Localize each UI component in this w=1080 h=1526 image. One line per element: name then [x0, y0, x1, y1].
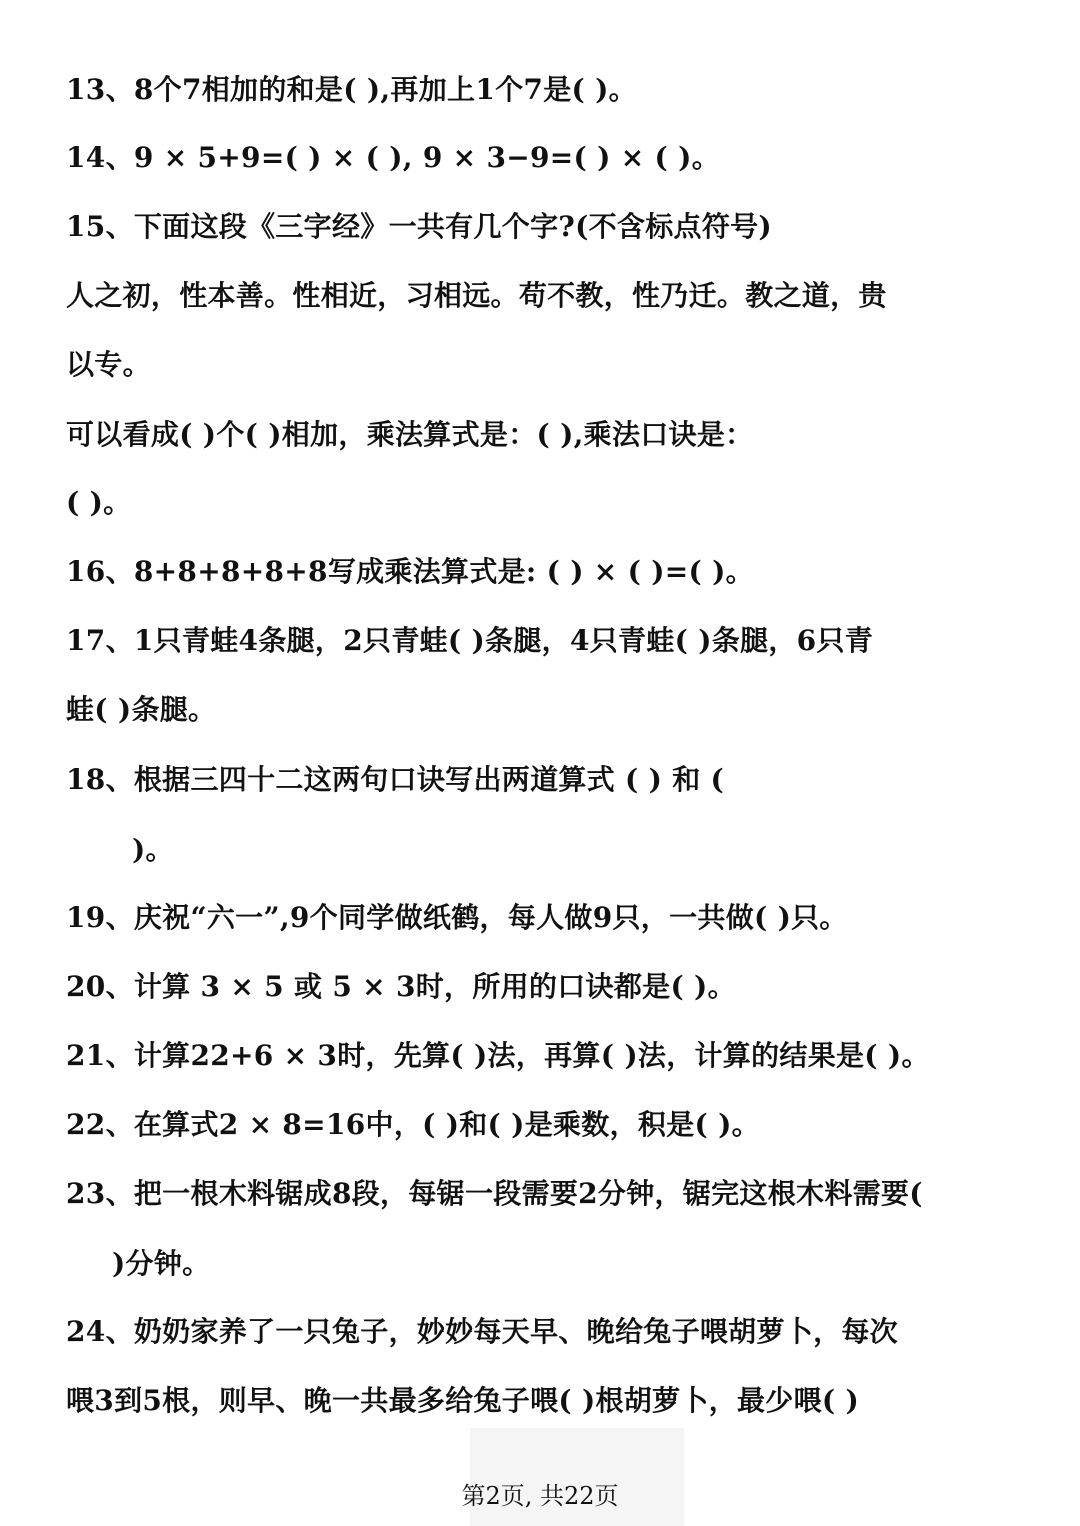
question-23-line-1: 23、把一根木料锯成8段，每锯一段需要2分钟，锯完这根木料需要( [66, 1177, 923, 1210]
page-number: 第2页, 共22页 [461, 1482, 619, 1510]
question-24-line-2: 喂3到5根，则早、晚一共最多给兔子喂( )根胡萝卜，最少喂( ) [66, 1384, 860, 1417]
question-23-line-2: )分钟。 [112, 1247, 211, 1280]
question-14: 14、9 × 5+9=( ) × ( ), 9 × 3−9=( ) × ( )。 [66, 141, 721, 174]
sanzijing-text-line-1: 人之初，性本善。性相近，习相远。苟不教，性乃迁。教之道，贵 [66, 279, 887, 312]
question-18-line-2: )。 [132, 833, 174, 866]
question-22: 22、在算式2 × 8=16中，( )和( )是乘数，积是( )。 [66, 1108, 760, 1141]
question-21: 21、计算22+6 × 3时，先算( )法，再算( )法，计算的结果是( )。 [66, 1039, 930, 1072]
question-13: 13、8个7相加的和是( ),再加上1个7是( )。 [66, 73, 637, 106]
question-24-line-1: 24、奶奶家养了一只兔子，妙妙每天早、晚给兔子喂胡萝卜，每次 [66, 1315, 898, 1348]
question-19: 19、庆祝“六一”,9个同学做纸鹤，每人做9只，一共做( )只。 [66, 901, 848, 934]
question-17-line-2: 蛙( )条腿。 [66, 693, 217, 726]
question-20: 20、计算 3 × 5 或 5 × 3时，所用的口诀都是( )。 [66, 970, 736, 1003]
question-16: 16、8+8+8+8+8写成乘法算式是: ( ) × ( )=( )。 [66, 555, 754, 588]
question-17-line-1: 17、1只青蛙4条腿，2只青蛙( )条腿，4只青蛙( )条腿，6只青 [66, 624, 874, 657]
question-18-line-1: 18、根据三四十二这两句口诀写出两道算式 ( ) 和 ( [66, 763, 725, 796]
question-15: 15、下面这段《三字经》一共有几个字?(不含标点符号) [66, 210, 772, 243]
question-15-fill-line-2: ( )。 [66, 486, 132, 519]
question-15-fill-line-1: 可以看成( )个( )相加，乘法算式是：( ),乘法口诀是： [66, 418, 754, 451]
sanzijing-text-line-2: 以专。 [66, 348, 151, 381]
